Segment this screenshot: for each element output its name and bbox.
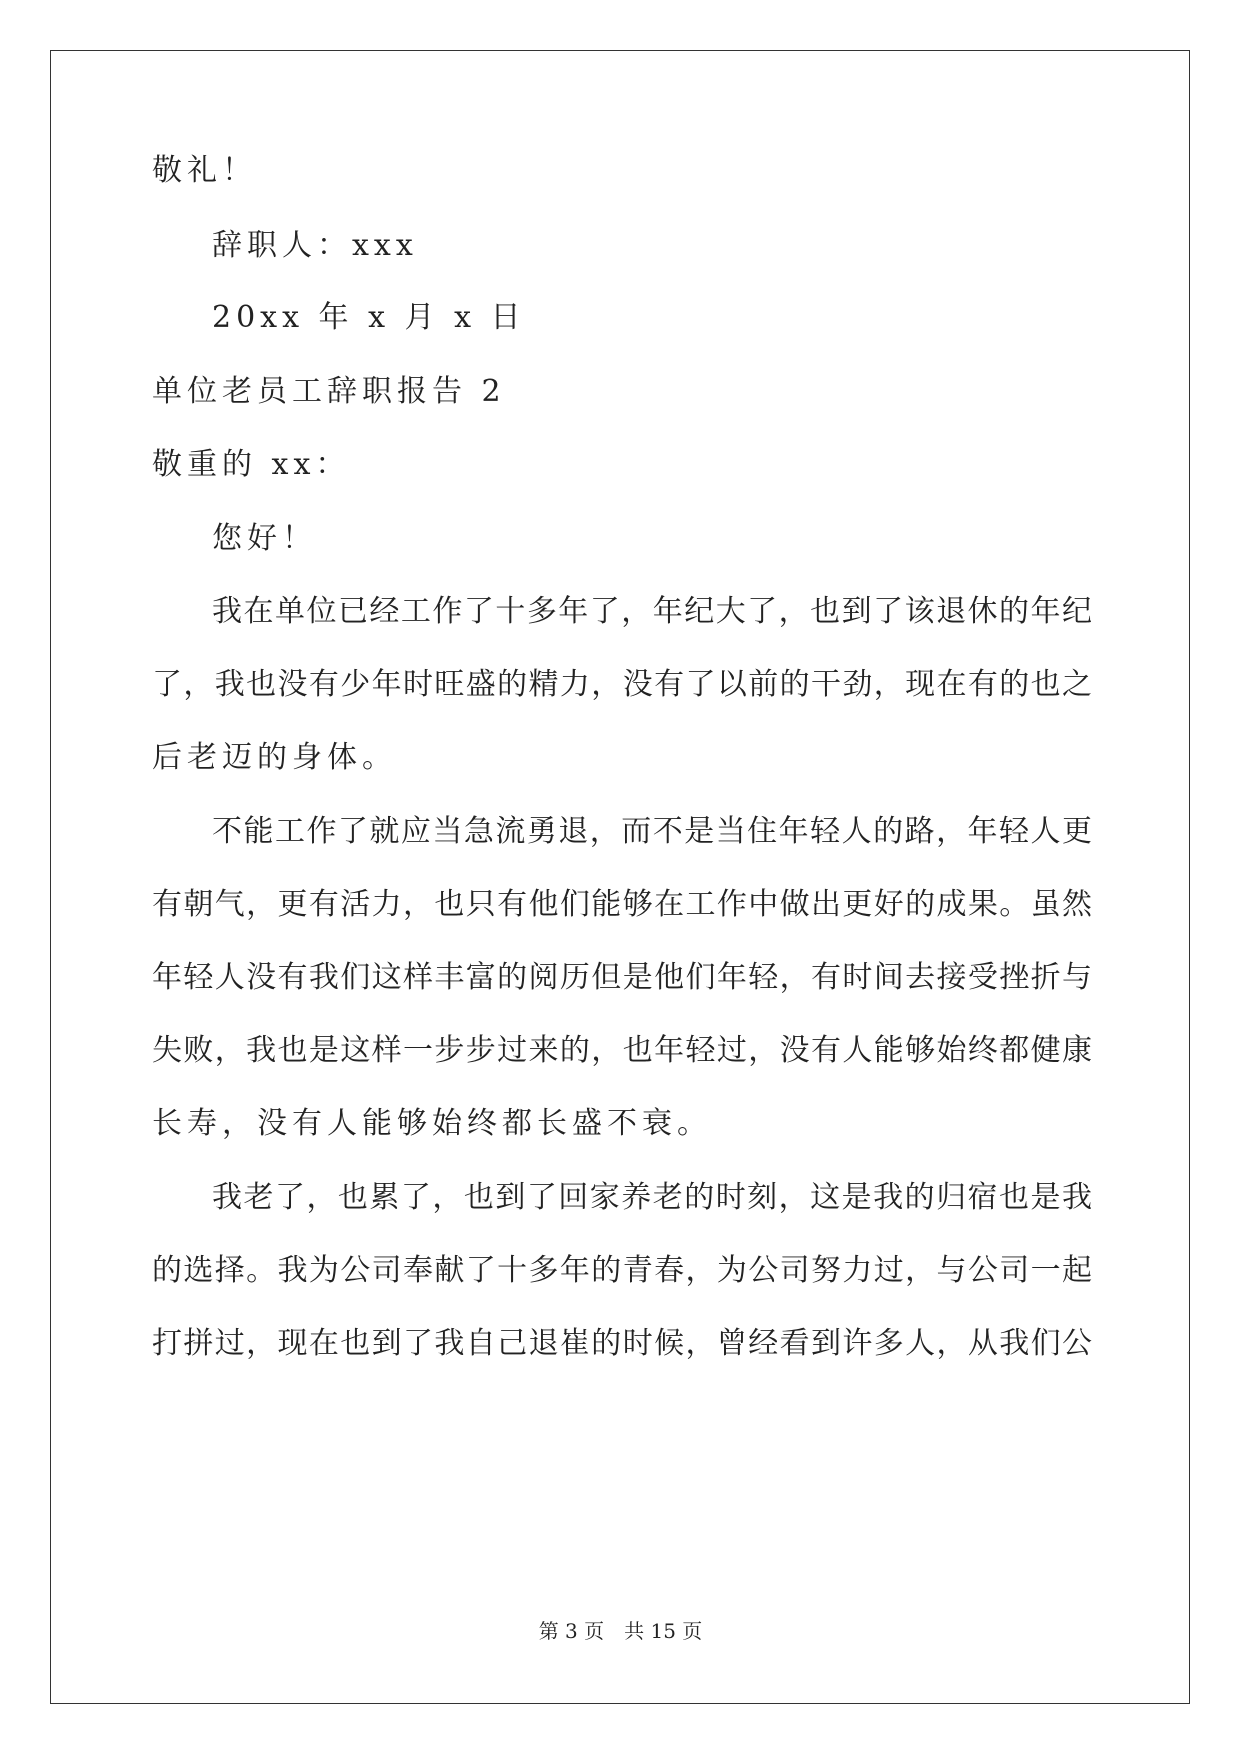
paragraph-line: 的选择。我为公司奉献了十多年的青春，为公司努力过，与公司一起 xyxy=(152,1253,1092,1288)
paragraph-line: 我在单位已经工作了十多年了，年纪大了，也到了该退休的年纪 xyxy=(212,594,1092,629)
paragraph-line: 失败，我也是这样一步步过来的，也年轻过，没有人能够始终都健康 xyxy=(152,1033,1092,1068)
date-line: 20xx 年 x 月 x 日 xyxy=(212,300,526,335)
paragraph-line: 年轻人没有我们这样丰富的阅历但是他们年轻，有时间去接受挫折与 xyxy=(152,960,1092,995)
page-number-footer: 第 3 页 共 15 页 xyxy=(538,1619,703,1643)
paragraph-line: 有朝气，更有活力，也只有他们能够在工作中做出更好的成果。虽然 xyxy=(152,887,1092,922)
paragraph-line: 长寿，没有人能够始终都长盛不衰。 xyxy=(152,1106,712,1141)
paragraph-line: 后老迈的身体。 xyxy=(152,740,397,775)
paragraph-line: 打拼过，现在也到了我自己退崔的时候，曾经看到许多人，从我们公 xyxy=(152,1326,1092,1361)
signature-line: 辞职人：xxx xyxy=(212,228,418,263)
paragraph-line: 了，我也没有少年时旺盛的精力，没有了以前的干劲，现在有的也之 xyxy=(152,667,1092,702)
closing-salutation: 敬礼！ xyxy=(152,153,257,188)
paragraph-line: 我老了，也累了，也到了回家养老的时刻，这是我的归宿也是我 xyxy=(212,1180,1092,1215)
section-title: 单位老员工辞职报告 2 xyxy=(152,374,506,409)
greeting: 敬重的 xx： xyxy=(152,447,351,482)
paragraph-line: 不能工作了就应当急流勇退，而不是当住年轻人的路，年轻人更 xyxy=(212,814,1092,849)
greeting-hello: 您好！ xyxy=(212,521,317,556)
